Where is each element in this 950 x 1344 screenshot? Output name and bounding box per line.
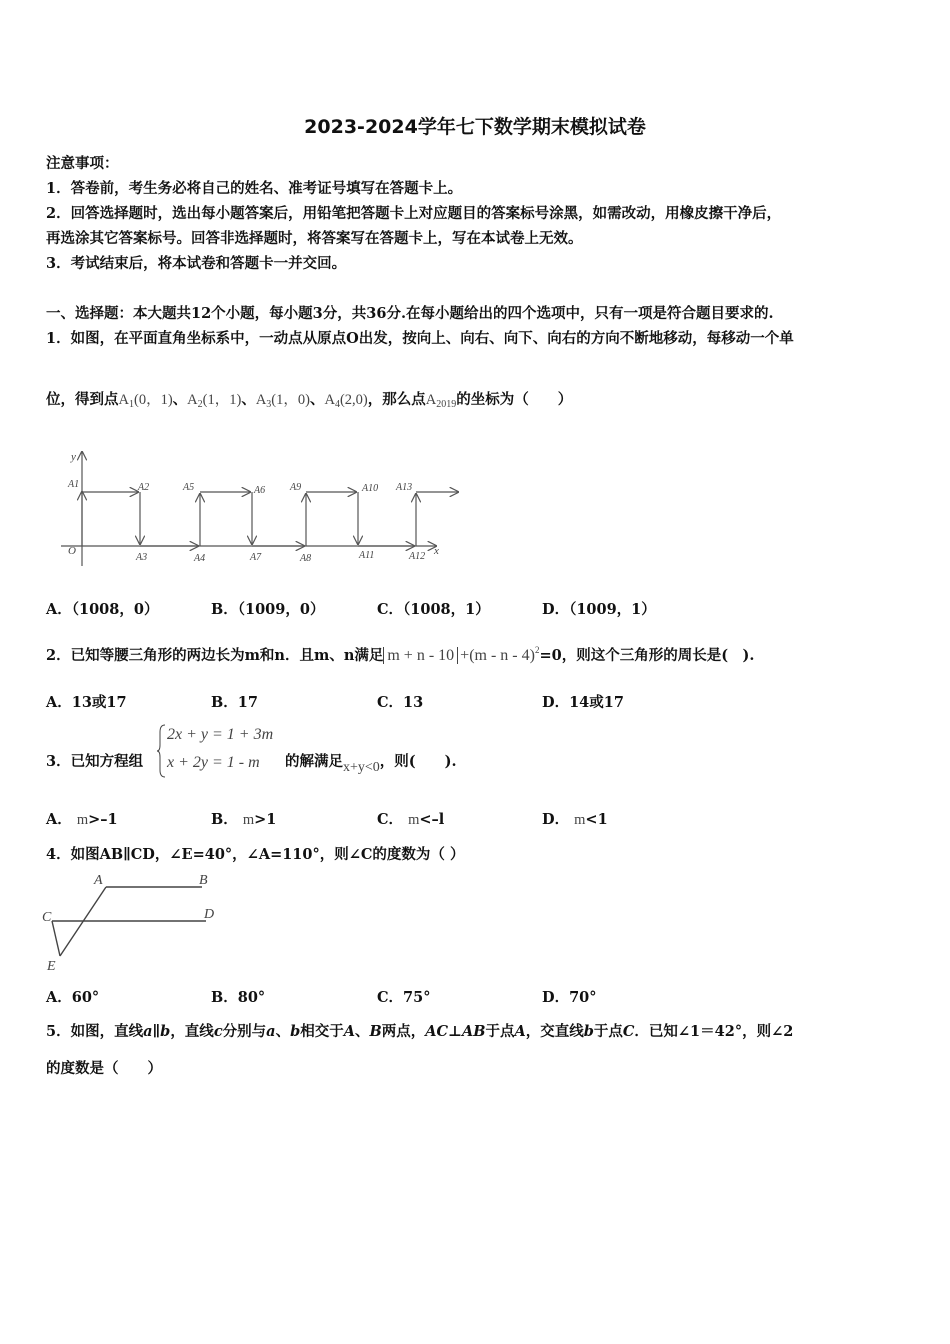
q3-stem-rest: 的解满足x+y<0，则( ). — [285, 753, 457, 775]
label-a13: A13 — [396, 482, 413, 493]
q1-option-d[interactable]: D．（1009，1） — [542, 601, 656, 618]
label-a5: A5 — [183, 482, 195, 493]
label-a4: A4 — [194, 553, 206, 564]
q1-point-a2: $A_2(1$，1) — [187, 392, 242, 410]
x-axis-label: x — [434, 545, 439, 557]
q1-coordinate-figure — [56, 448, 466, 570]
label-a7: A7 — [250, 552, 262, 563]
label-a9: A9 — [290, 482, 302, 493]
notice-item-2b: 再选涂其它答案标号。回答非选择题时，将答案写在答题卡上，写在本试卷上无效。 — [46, 230, 583, 247]
q1-point-a3: $A_3(1$，0) — [255, 392, 310, 410]
label-a11: A11 — [359, 550, 375, 561]
q4-option-d[interactable]: D．70° — [542, 989, 597, 1006]
q5-stem-line2: 的度数是（ ） — [46, 1060, 162, 1077]
q2-option-c[interactable]: C．13 — [377, 694, 424, 711]
q3-condition: x+y<0 — [343, 760, 380, 775]
q4-figure — [42, 870, 222, 975]
section-heading: 一、选择题：本大题共12个小题，每小题3分，共36分.在每小题给出的四个选项中，只有一项是符合题目要求的. — [46, 305, 774, 322]
segment-ce — [52, 921, 60, 956]
q1-stem-line2: 位，得到点$A_1(0$，1)、$A_2(1$，1)、$A_3(1$，0)、$A_4(2,0)$，那么点$A_{2019}$的坐标为（ ） — [46, 391, 573, 410]
page-title: 2023-2024学年七下数学期末模拟试卷 — [304, 116, 646, 138]
label-a1: A1 — [68, 479, 80, 490]
notice-item-1: 1．答卷前，考生务必将自己的姓名、准考证号填写在答题卡上。 — [46, 180, 463, 197]
q1-stem-line1: 1．如图，在平面直角坐标系中，一动点从原点O出发，按向上、向右、向下、向右的方向不断地移动，每移动一个单 — [46, 330, 794, 347]
label-e: E — [47, 959, 56, 974]
label-d: D — [204, 907, 215, 922]
q4-option-c[interactable]: C．75° — [377, 989, 431, 1006]
q1-point-a4: $A_4(2,0)$ — [324, 392, 368, 410]
notice-item-3: 3．考试结束后，将本试卷和答题卡一并交回。 — [46, 255, 347, 272]
label-a: A — [94, 873, 103, 888]
q3-stem-prefix: 3．已知方程组 — [46, 753, 144, 770]
q4-stem: 4．如图AB∥CD，∠E=40°，∠A=110°，则∠C的度数为（ ） — [46, 846, 465, 863]
y-axis-label: y — [71, 451, 76, 463]
label-a2: A2 — [138, 482, 150, 493]
q4-option-a[interactable]: A．60° — [46, 989, 100, 1006]
q3-option-c[interactable]: C． m<–l — [377, 811, 445, 828]
notice-heading: 注意事项： — [46, 155, 119, 172]
label-c: C — [42, 910, 52, 925]
label-a12: A12 — [409, 551, 426, 562]
q1-option-a[interactable]: A．（1008，0） — [46, 601, 159, 618]
q4-option-b[interactable]: B．80° — [211, 989, 266, 1006]
q2-square-expression: (m - n - 4)$^2$ — [469, 645, 540, 664]
q3-option-b[interactable]: B． m>1 — [211, 811, 277, 828]
notice-item-2a: 2．回答选择题时，选出每小题答案后，用铅笔把答题卡上对应题目的答案标号涂黑，如需改动，用橡皮擦干净后， — [46, 205, 782, 222]
label-a10: A10 — [362, 483, 379, 494]
q3-brace — [156, 724, 166, 778]
q1-option-b[interactable]: B．（1009，0） — [211, 601, 325, 618]
label-a8: A8 — [300, 553, 312, 564]
q1-text: 位，得到点 — [46, 391, 119, 408]
q1-target-point: $A_{2019}$ — [425, 392, 457, 410]
label-b: B — [199, 873, 208, 888]
label-a6: A6 — [254, 485, 266, 496]
q3-option-a[interactable]: A． m>–1 — [46, 811, 118, 828]
origin-label: O — [68, 545, 76, 557]
q3-option-d[interactable]: D． m<1 — [542, 811, 608, 828]
q2-option-b[interactable]: B．17 — [211, 694, 258, 711]
q2-abs-expression: m + n - 10 — [383, 647, 458, 664]
q3-equation-1: 2x + y = 1 + 3m — [167, 726, 274, 743]
q1-point-a1: $A_1(0$，1) — [118, 392, 173, 410]
q3-equation-2: x + 2y = 1 - m — [167, 754, 260, 771]
q2-stem: 2．已知等腰三角形的两边长为m和n．且m、n满足 m + n - 10 +(m - n - 4)$^2$=0，则这个三角形的周长是( ). — [46, 645, 755, 664]
label-a3: A3 — [136, 552, 148, 563]
q1-option-c[interactable]: C．（1008，1） — [377, 601, 490, 618]
q2-option-a[interactable]: A．13或17 — [46, 694, 127, 711]
q2-option-d[interactable]: D．14或17 — [542, 694, 624, 711]
q5-stem-line1: 5．如图，直线a∥b，直线c分别与a、b相交于A、B两点，AC⊥AB于点A，交直线b于点C．已知∠1＝42°，则∠2 — [46, 1023, 794, 1040]
